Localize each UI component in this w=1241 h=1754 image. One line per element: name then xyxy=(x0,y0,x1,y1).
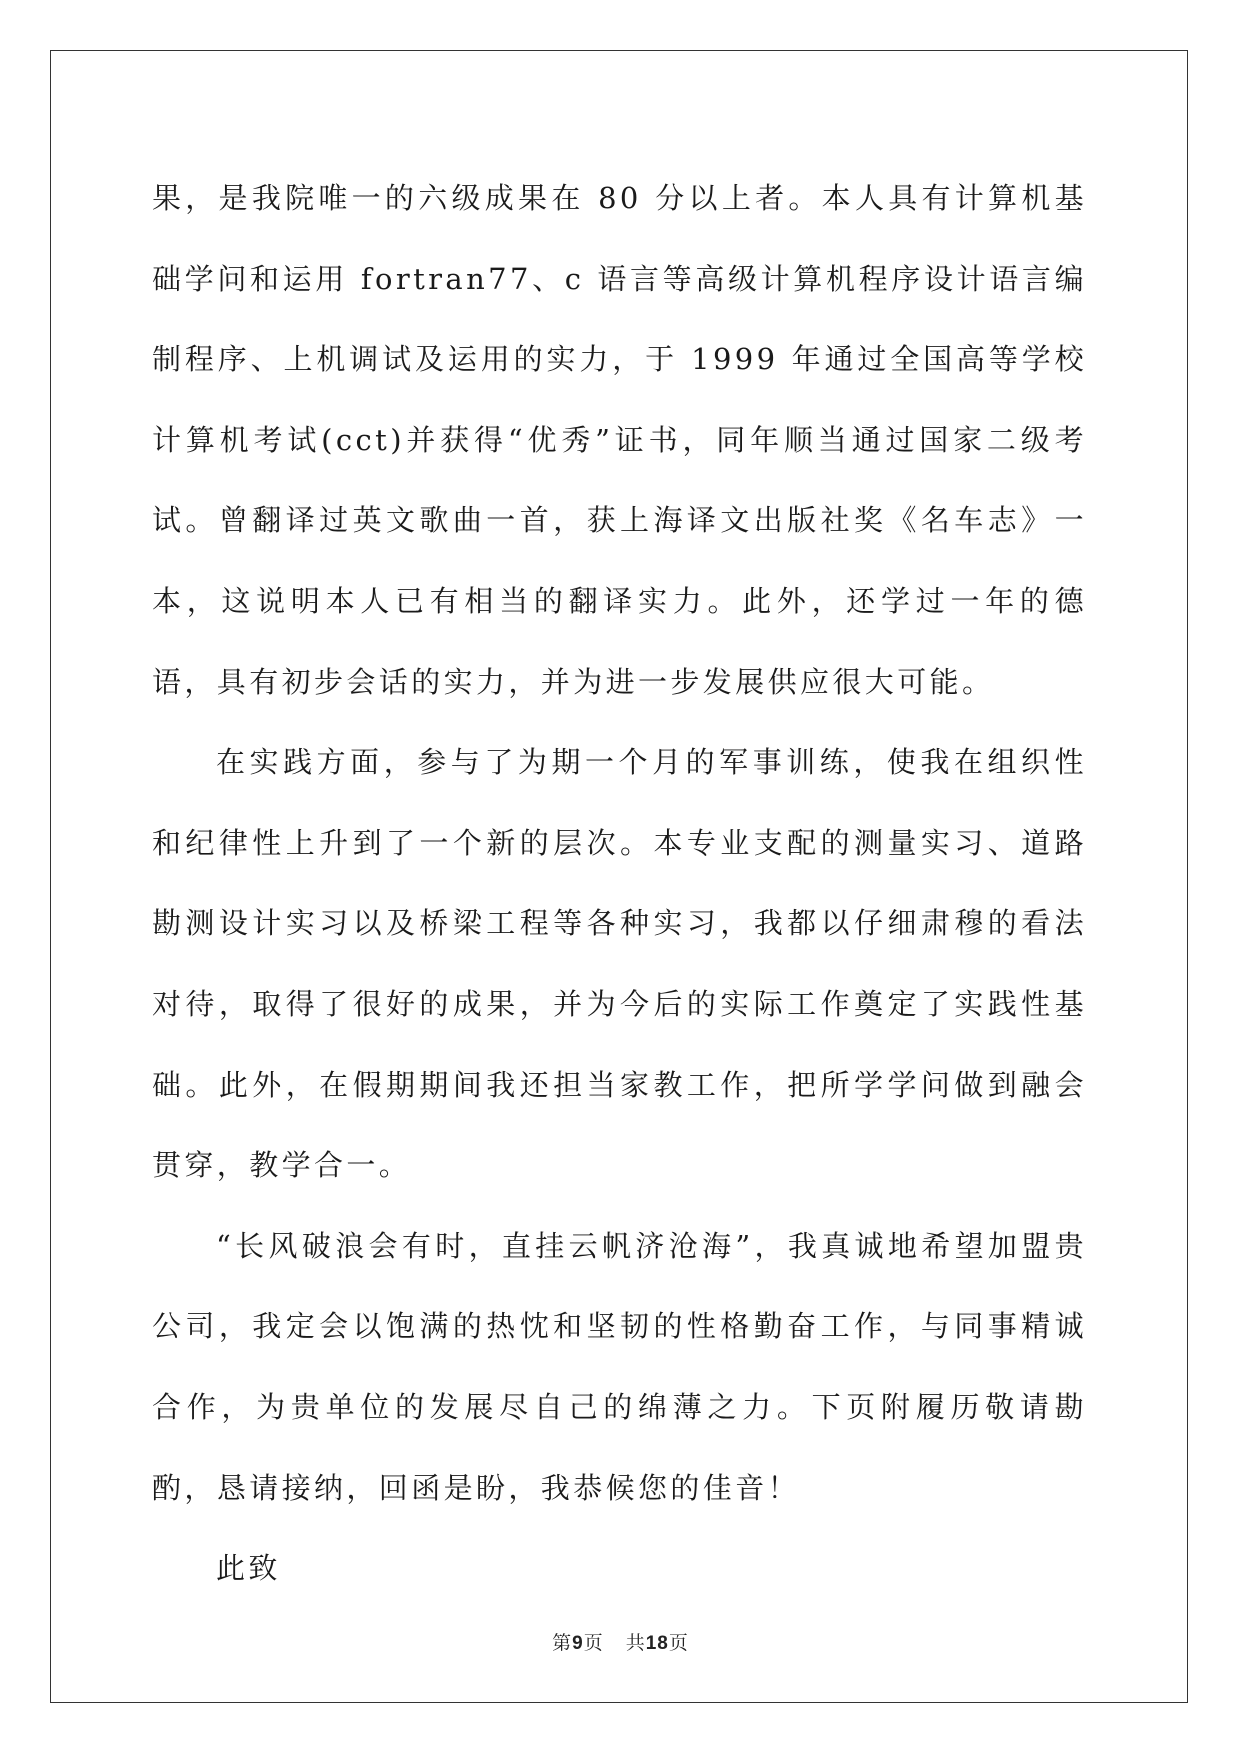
footer-total-suffix: 页 xyxy=(668,1632,689,1654)
footer-page-suffix: 页 xyxy=(583,1632,604,1654)
paragraph-continuation: 果，是我院唯一的六级成果在 80 分以上者。本人具有计算机基础学问和运用 fortran77、c 语言等高级计算机程序设计语言编制程序、上机调试及运用的实力，于 1999 年通过全国高等学校计算机考试(cct)并获得“优秀”证书，同年顺当通过国家二级考试。曾翻译过英文歌曲一首，获上海译文出版社奖《名车志》一本，这说明本人已有相当的翻译实力。此外，还学过一年的德语，具有初步会话的实力，并为进一步发展供应很大可能。 xyxy=(152,181,1087,699)
paragraph-salutation: 此致 xyxy=(216,1551,281,1586)
footer-total-prefix: 共 xyxy=(625,1632,646,1654)
footer-page-number: 9 xyxy=(572,1633,584,1654)
footer-page-prefix: 第 xyxy=(552,1632,573,1654)
paragraph-practice: 在实践方面，参与了为期一个月的军事训练，使我在组织性和纪律性上升到了一个新的层次。本专业支配的测量实习、道路勘测设计实习以及桥梁工程等各种实习，我都以仔细肃穆的看法对待，取得了很好的成果，并为今后的实际工作奠定了实践性基础。此外，在假期期间我还担当家教工作，把所学学问做到融会贯穿，教学合一。 xyxy=(152,745,1087,1183)
paragraph-closing: “长风破浪会有时，直挂云帆济沧海”，我真诚地希望加盟贵公司，我定会以饱满的热忱和坚韧的性格勤奋工作，与同事精诚合作，为贵单位的发展尽自己的绵薄之力。下页附履历敬请勘酌，恳请接纳，回函是盼，我恭候您的佳音！ xyxy=(152,1228,1087,1505)
document-body xyxy=(152,158,1087,1609)
footer-total-pages: 18 xyxy=(645,1633,669,1654)
page-footer xyxy=(0,1628,1241,1655)
